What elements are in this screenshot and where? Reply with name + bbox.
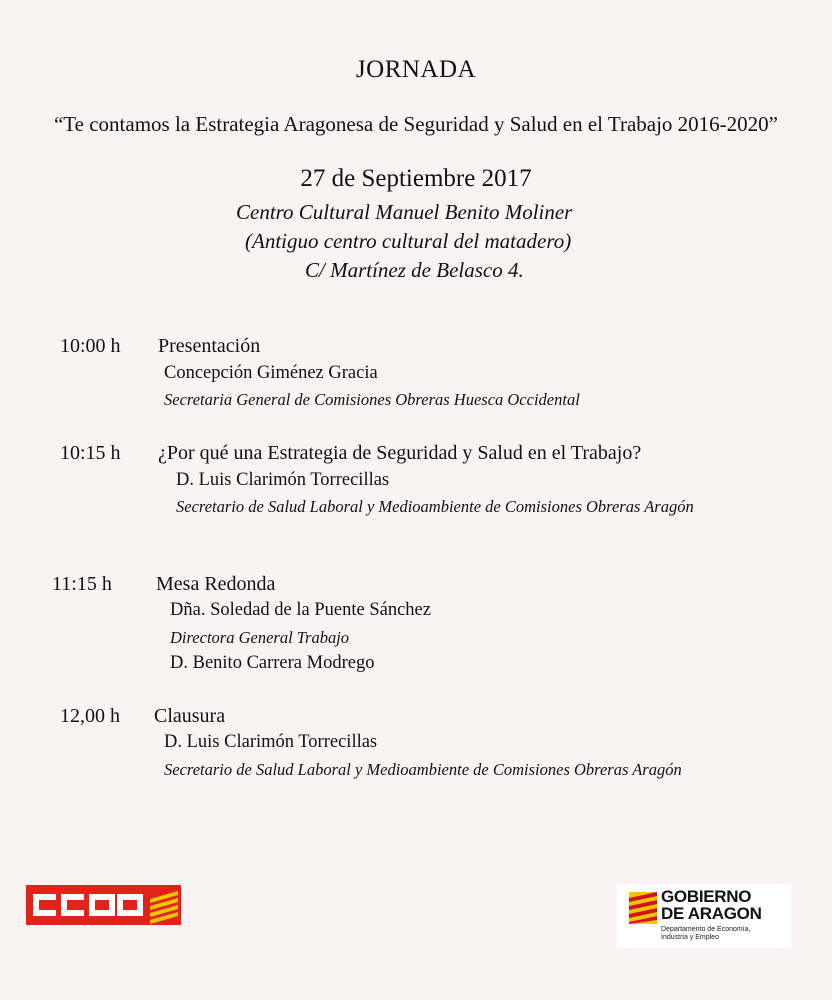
program-speaker: D. Luis Clarimón Torrecillas (164, 732, 378, 752)
gobierno-aragon-logo (617, 884, 791, 948)
event-subtitle: “Te contamos la Estrategia Aragonesa de Seguridad y Salud en el Trabajo 2016-2020” (53, 112, 778, 136)
program-topic: Mesa Redonda (156, 573, 276, 595)
gobierno-department: Departamento de Economía, Industria y Empleo (661, 926, 751, 941)
program-role: Secretario de Salud Laboral y Medioambiente de Comisiones Obreras Aragón (176, 497, 694, 516)
ccoo-logo (26, 885, 181, 925)
program-speaker: Dña. Soledad de la Puente Sánchez (170, 600, 431, 620)
program-role: Secretaria General de Comisiones Obreras Huesca Occidental (164, 390, 580, 409)
venue-address: C/ Martínez de Belasco 4. (305, 258, 524, 282)
event-date: 27 de Septiembre 2017 (300, 165, 532, 192)
program-topic: Presentación (158, 335, 261, 357)
program-role: Secretario de Salud Laboral y Medioambiente de Comisiones Obreras Aragón (164, 760, 682, 779)
program-time: 10:00 h (60, 335, 121, 357)
event-title: JORNADA (355, 56, 477, 83)
program-topic: ¿Por qué una Estrategia de Seguridad y Salud en el Trabajo? (158, 442, 642, 464)
gobierno-title: GOBIERNO DE ARAGON (661, 887, 762, 923)
program-time: 12,00 h (60, 705, 120, 727)
program-speaker: D. Luis Clarimón Torrecillas (176, 470, 390, 490)
aragon-flag-icon (629, 892, 657, 924)
venue-name: Centro Cultural Manuel Benito Moliner (236, 200, 573, 224)
program-speaker: Concepción Giménez Gracia (164, 363, 378, 383)
venue-note: (Antiguo centro cultural del matadero) (245, 229, 572, 253)
program-time: 11:15 h (52, 573, 112, 595)
program-topic: Clausura (154, 705, 226, 727)
program-speaker-2: D. Benito Carrera Modrego (170, 653, 375, 673)
program-time: 10:15 h (60, 442, 121, 464)
program-role: Directora General Trabajo (170, 628, 350, 647)
